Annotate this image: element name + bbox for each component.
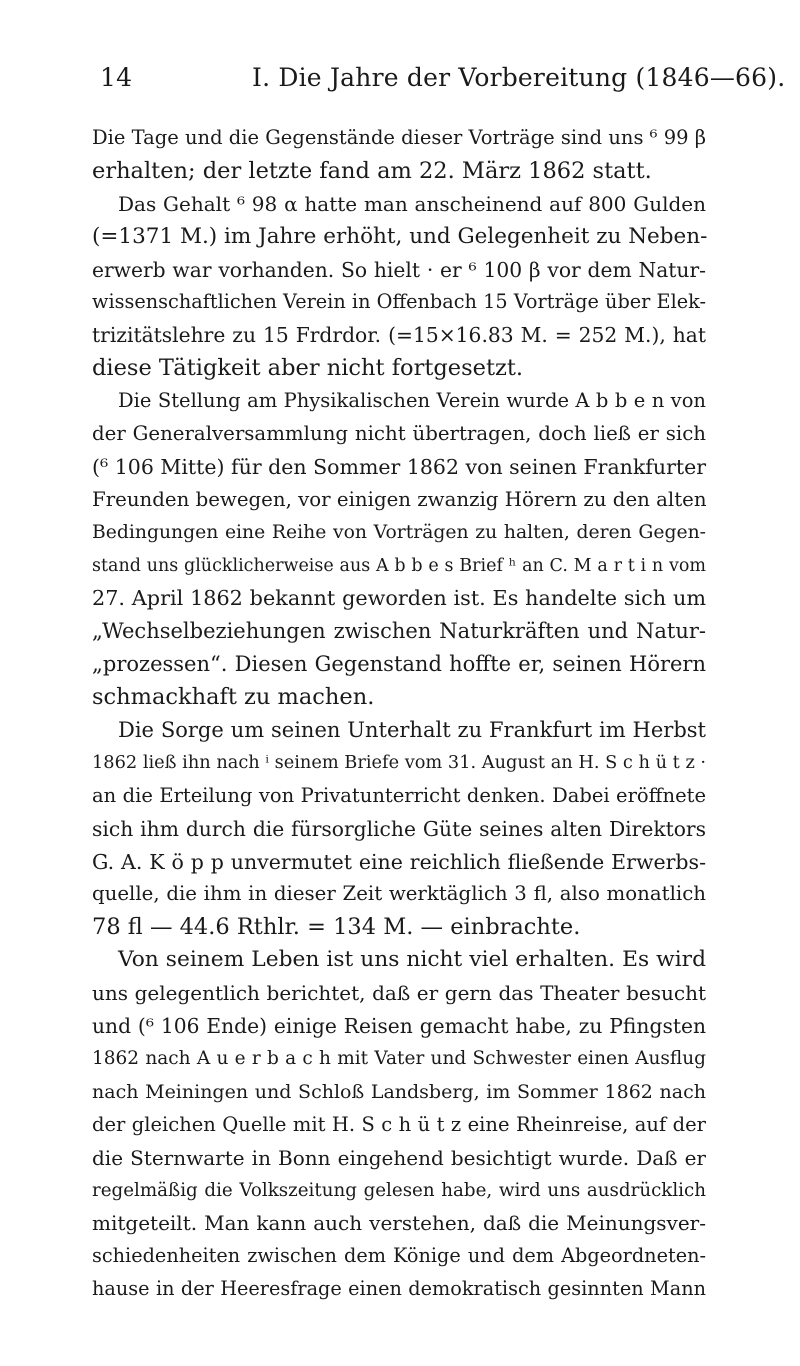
text-line: wissenschaftlichen Verein in Offenbach 15 Vorträge über Elek- — [92, 290, 706, 314]
text-line: an die Erteilung von Privatunterricht denken. Dabei eröffnete — [92, 783, 706, 807]
text-line: regelmäßig die Volkszeitung gelesen habe, wird uns ausdrücklich — [92, 1179, 706, 1201]
page-number: 14 — [100, 63, 133, 92]
text-line: (=1371 M.) im Jahre erhöht, und Gelegenheit zu Neben- — [92, 223, 708, 249]
text-line: Bedingungen eine Reihe von Vorträgen zu halten, deren Gegen- — [92, 521, 706, 543]
text-line: erhalten; der letzte fand am 22. März 1862 statt. — [92, 157, 652, 184]
text-line: quelle, die ihm in dieser Zeit werktäglich 3 fl, also monatlich — [92, 882, 706, 906]
text-line: 1862 ließ ihn nach ⁱ seinem Briefe vom 31. August an H. S c h ü t z · — [92, 752, 707, 773]
running-head — [92, 56, 786, 100]
text-line: G. A. K ö p p unvermutet eine reichlich fließende Erwerbs- — [92, 849, 706, 874]
text-line: sich ihm durch die fürsorgliche Güte seines alten Direktors — [92, 816, 706, 841]
text-line: trizitätslehre zu 15 Frdrdor. (=15×16.83 M. = 252 M.), hat — [92, 323, 706, 348]
text-line: diese Tätigkeit aber nicht fortgesetzt. — [92, 355, 524, 382]
text-line: Freunden bewegen, vor einigen zwanzig Hörern zu den alten — [92, 487, 707, 511]
text-line: stand uns glücklicherweise aus A b b e s Brief ʰ an C. M a r t i n vom — [92, 555, 706, 576]
text-line: schiedenheiten zwischen dem Könige und dem Abgeordneten- — [92, 1244, 706, 1268]
text-line: erwerb war vorhanden. So hielt · er ⁶ 100 β vor dem Natur- — [92, 257, 706, 282]
text-line: 78 fl — 44.6 Rthlr. = 134 M. — einbrachte. — [92, 914, 581, 941]
text-line: (⁶ 106 Mitte) für den Sommer 1862 von seinen Frankfurter — [92, 454, 707, 479]
body-text — [92, 122, 706, 1306]
text-line: Die Sorge um seinen Unterhalt zu Frankfurt im Herbst — [118, 718, 706, 743]
text-line: 1862 nach A u e r b a c h mit Vater und Schwester einen Ausflug — [92, 1047, 706, 1069]
text-line: Das Gehalt ⁶ 98 α hatte man anscheinend auf 800 Gulden — [118, 191, 706, 216]
book-page — [92, 56, 786, 1306]
text-line: der gleichen Quelle mit H. S c h ü t z eine Rheinreise, auf der — [92, 1112, 706, 1136]
text-line: die Sternwarte in Bonn eingehend besichtigt wurde. Daß er — [92, 1145, 706, 1170]
text-line: Von seinem Leben ist uns nicht viel erhalten. Es wird — [118, 947, 706, 973]
text-line: und (⁶ 106 Ende) einige Reisen gemacht habe, zu Pfingsten — [92, 1014, 706, 1039]
text-line: Die Stellung am Physikalischen Verein wurde A b b e n von — [118, 389, 706, 413]
text-line: schmackhaft zu machen. — [92, 684, 375, 711]
text-line: nach Meiningen und Schloß Landsberg, im Sommer 1862 nach — [92, 1080, 706, 1103]
text-line: uns gelegentlich berichtet, daß er gern das Theater besucht — [92, 981, 706, 1006]
text-line: „Wechselbeziehungen zwischen Naturkräften und Natur- — [92, 619, 706, 644]
text-line: 27. April 1862 bekannt geworden ist. Es handelte sich um — [92, 586, 706, 611]
chapter-title: I. Die Jahre der Vorbereitung (1846—66). — [252, 63, 786, 92]
text-line: mitgeteilt. Man kann auch verstehen, daß die Meinungsver- — [92, 1211, 706, 1236]
text-line: Die Tage und die Gegenstände dieser Vorträge sind uns ⁶ 99 β — [92, 126, 706, 149]
text-line: der Generalversammlung nicht übertragen, doch ließ er sich — [92, 422, 706, 446]
text-line: „prozessen“. Diesen Gegenstand hoffte er, seinen Hörern — [92, 652, 706, 677]
text-line: hause in der Heeresfrage einen demokratisch gesinnten Mann — [92, 1277, 706, 1301]
